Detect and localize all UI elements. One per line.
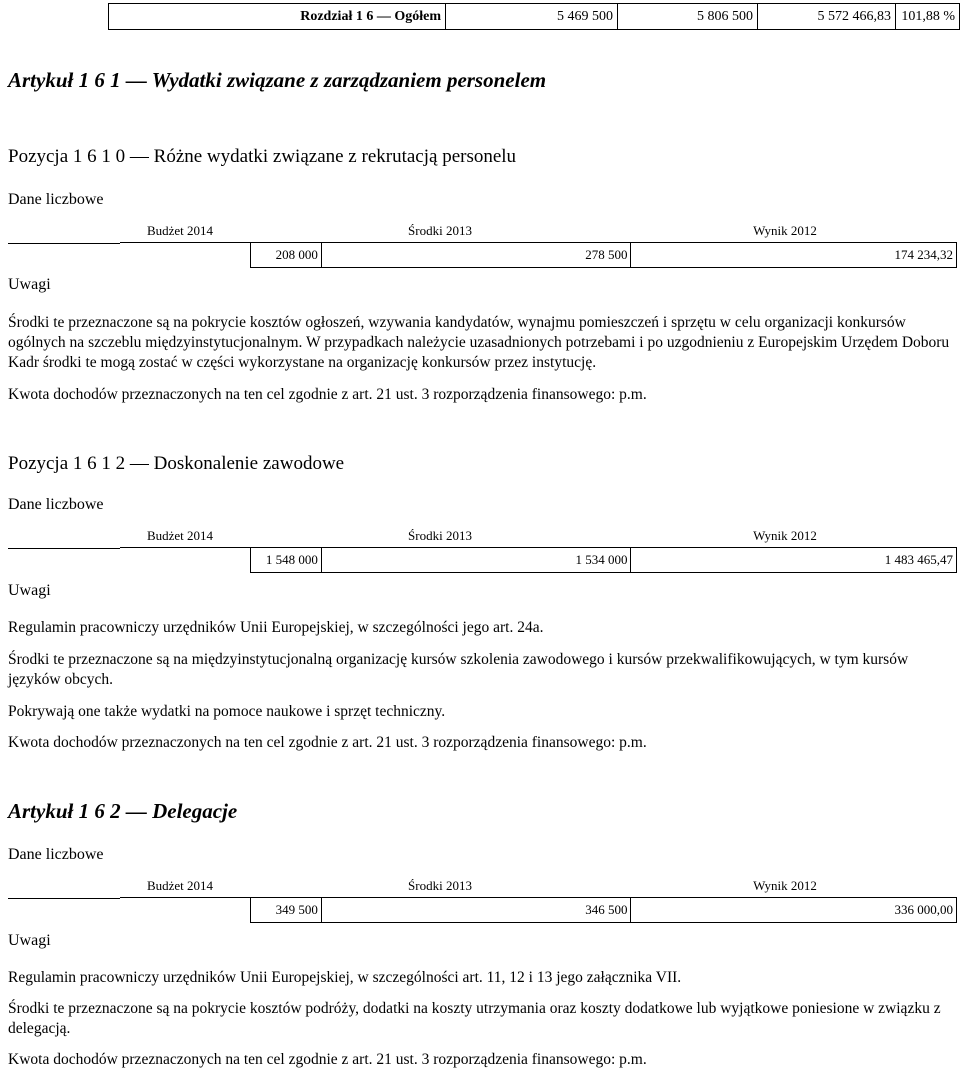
chapter-total-funds: 5 806 500 bbox=[617, 4, 757, 29]
position-1612-remark-4: Kwota dochodów przeznaczonych na ten cel zgodnie z art. 21 ust. 3 rozporządzenia finansowego: p.m. bbox=[8, 734, 647, 751]
position-1610-remarks-label: Uwagi bbox=[8, 276, 51, 293]
header-budget: Budżet 2014 bbox=[146, 878, 214, 893]
article-162-title: Artykuł 1 6 2 — Delegacje bbox=[8, 799, 238, 823]
article-162-remark-3: Kwota dochodów przeznaczonych na ten cel zgodnie z art. 21 ust. 3 rozporządzenia finansowego: p.m. bbox=[8, 1051, 647, 1068]
position-1610-data-label: Dane liczbowe bbox=[8, 191, 104, 208]
header-funds: Środki 2013 bbox=[408, 528, 472, 543]
header-funds: Środki 2013 bbox=[408, 878, 472, 893]
header-budget: Budżet 2014 bbox=[146, 528, 214, 543]
article-161-title: Artykuł 1 6 1 — Wydatki związane z zarządzaniem personelem bbox=[8, 68, 547, 92]
header-result: Wynik 2012 bbox=[753, 878, 817, 893]
value-result: 336 000,00 bbox=[630, 898, 956, 922]
header-funds: Środki 2013 bbox=[408, 223, 472, 238]
value-funds: 278 500 bbox=[321, 243, 631, 267]
article-162-data-label: Dane liczbowe bbox=[8, 846, 104, 863]
table-values-row bbox=[250, 548, 957, 573]
position-1612-table bbox=[120, 525, 957, 573]
value-result: 174 234,32 bbox=[630, 243, 956, 267]
chapter-total-result: 5 572 466,83 bbox=[757, 4, 895, 29]
value-funds: 346 500 bbox=[321, 898, 631, 922]
table-header-row bbox=[120, 220, 957, 243]
value-budget: 208 000 bbox=[275, 247, 318, 262]
article-162-remark-2: Środki te przeznaczone są na pokrycie kosztów podróży, dodatki na koszty utrzymania oraz koszty dodatkowe lub wyjątkowe poniesione w związku z delegacją. bbox=[8, 1000, 941, 1037]
header-result: Wynik 2012 bbox=[753, 223, 817, 238]
chapter-total-label: Rozdział 1 6 — Ogółem bbox=[300, 8, 441, 24]
position-1612-divider bbox=[8, 548, 120, 549]
position-1612-data-label: Dane liczbowe bbox=[8, 496, 104, 513]
value-budget: 1 548 000 bbox=[265, 552, 318, 567]
position-1612-remark-1: Regulamin pracowniczy urzędników Unii Europejskiej, w szczególności jego art. 24a. bbox=[8, 619, 544, 636]
chapter-total-budget: 5 469 500 bbox=[445, 4, 617, 29]
table-header-row bbox=[120, 525, 957, 548]
table-header-row bbox=[120, 875, 957, 898]
value-budget: 349 500 bbox=[275, 902, 318, 917]
value-result: 1 483 465,47 bbox=[630, 548, 956, 572]
position-1612-remarks-label: Uwagi bbox=[8, 582, 51, 599]
table-values-row bbox=[250, 898, 957, 923]
position-1610-divider bbox=[8, 243, 120, 244]
header-result: Wynik 2012 bbox=[753, 528, 817, 543]
position-1610-remark-1: Środki te przeznaczone są na pokrycie kosztów ogłoszeń, wzywania kandydatów, wynajmu pomieszczeń i sprzętu w celu organizacji konkursów ogólnych na szczeblu międzyinstytucjonalnym. W przypadkach należycie uzasadnionych potrzebami i po uzgodnieniu z Europejskim Urzędem Doboru Kadr środki te mogą zostać w części wykorzystane na organizację konkursów przez instytucję. bbox=[8, 314, 950, 371]
table-values-row bbox=[250, 243, 957, 268]
article-162-divider bbox=[8, 898, 120, 899]
position-1610-title: Pozycja 1 6 1 0 — Różne wydatki związane z rekrutacją personelu bbox=[8, 146, 517, 167]
article-162-remarks-label: Uwagi bbox=[8, 932, 51, 949]
article-162-table bbox=[120, 875, 957, 923]
position-1612-remark-2: Środki te przeznaczone są na międzyinstytucjonalną organizację kursów szkolenia zawodowego i kursów przekwalifikowujących, w tym kursów języków obcych. bbox=[8, 651, 909, 688]
value-funds: 1 534 000 bbox=[321, 548, 631, 572]
position-1610-remark-2: Kwota dochodów przeznaczonych na ten cel zgodnie z art. 21 ust. 3 rozporządzenia finansowego: p.m. bbox=[8, 386, 647, 403]
position-1610-table bbox=[120, 220, 957, 268]
chapter-total-percent: 101,88 % bbox=[895, 4, 959, 29]
chapter-total-row bbox=[108, 3, 960, 30]
header-budget: Budżet 2014 bbox=[146, 223, 214, 238]
article-162-remark-1: Regulamin pracowniczy urzędników Unii Europejskiej, w szczególności art. 11, 12 i 13 jego załącznika VII. bbox=[8, 969, 682, 986]
position-1612-title: Pozycja 1 6 1 2 — Doskonalenie zawodowe bbox=[8, 453, 345, 474]
position-1612-remark-3: Pokrywają one także wydatki na pomoce naukowe i sprzęt techniczny. bbox=[8, 703, 446, 720]
